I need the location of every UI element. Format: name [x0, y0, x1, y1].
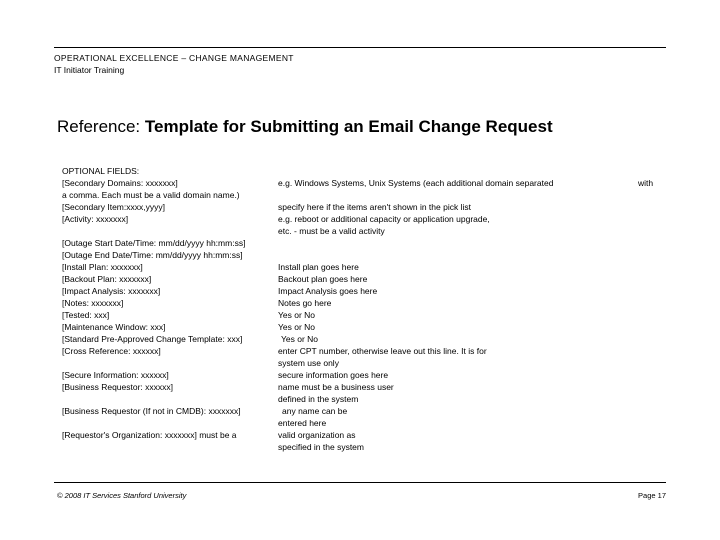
- field-description: Yes or No: [278, 322, 316, 332]
- optional-fields-heading: OPTIONAL FIELDS:: [62, 166, 140, 176]
- template-row: [62, 393, 666, 405]
- field-description: enter CPT number, otherwise leave out this line. It is for: [278, 346, 487, 356]
- template-row: [62, 261, 666, 273]
- template-row: [62, 405, 666, 417]
- field-label: [Activity: xxxxxxx]: [62, 214, 129, 224]
- field-label: [Business Requestor (If not in CMDB): xxxxxxx]: [62, 406, 241, 416]
- title-main: Template for Submitting an Email Change Request: [144, 117, 553, 136]
- template-row: [62, 273, 666, 285]
- field-description: any name can be: [282, 406, 348, 416]
- title-prefix: Reference:: [57, 117, 145, 136]
- field-description: valid organization as: [278, 430, 356, 440]
- field-description: entered here: [278, 418, 327, 428]
- field-label: [Install Plan: xxxxxxx]: [62, 262, 143, 272]
- header-rule: [54, 47, 666, 48]
- template-row: [62, 177, 666, 189]
- template-row: [62, 309, 666, 321]
- field-label: a comma. Each must be a valid domain name.): [62, 190, 240, 200]
- template-row: [62, 297, 666, 309]
- template-row: [62, 189, 666, 201]
- field-label: [Outage Start Date/Time: mm/dd/yyyy hh:mm:ss]: [62, 238, 246, 248]
- field-label: [Impact Analysis: xxxxxxx]: [62, 286, 161, 296]
- field-description: with: [638, 178, 654, 188]
- field-label: [Cross Reference: xxxxxx]: [62, 346, 161, 356]
- template-row: [62, 357, 666, 369]
- field-description: specify here if the items aren't shown in the pick list: [278, 202, 471, 212]
- field-label: [Requestor's Organization: xxxxxxx] must be a: [62, 430, 237, 440]
- field-label: [Maintenance Window: xxx]: [62, 322, 166, 332]
- field-label: [Business Requestor: xxxxxx]: [62, 382, 174, 392]
- field-label: [Backout Plan: xxxxxxx]: [62, 274, 152, 284]
- template-row: [62, 345, 666, 357]
- field-description: Yes or No: [281, 334, 319, 344]
- header-subtitle: IT Initiator Training: [54, 65, 125, 75]
- field-label: [Notes: xxxxxxx]: [62, 298, 124, 308]
- field-description: e.g. reboot or additional capacity or application upgrade,: [278, 214, 490, 224]
- template-row: [62, 285, 666, 297]
- page-title: [57, 117, 553, 137]
- template-row: [62, 165, 666, 177]
- field-label: [Outage End Date/Time: mm/dd/yyyy hh:mm:ss]: [62, 250, 243, 260]
- footer-rule: [54, 482, 666, 483]
- template-row: [62, 369, 666, 381]
- field-description: Backout plan goes here: [278, 274, 368, 284]
- template-row: [62, 249, 666, 261]
- template-row: [62, 321, 666, 333]
- field-description: etc. - must be a valid activity: [278, 226, 385, 236]
- template-row: [62, 429, 666, 441]
- template-row: [62, 213, 666, 225]
- header-title: OPERATIONAL EXCELLENCE – CHANGE MANAGEMENT: [54, 53, 294, 63]
- field-description: defined in the system: [278, 394, 359, 404]
- template-row: [62, 417, 666, 429]
- field-description: Impact Analysis goes here: [278, 286, 378, 296]
- footer-copyright: © 2008 IT Services Stanford University: [57, 491, 187, 500]
- field-label: [Tested: xxx]: [62, 310, 110, 320]
- field-description: specified in the system: [278, 442, 364, 452]
- template-row: [62, 441, 666, 453]
- field-description: name must be a business user: [278, 382, 394, 392]
- field-description: e.g. Windows Systems, Unix Systems (each additional domain separated: [278, 178, 554, 188]
- field-description: Install plan goes here: [278, 262, 359, 272]
- template-row: [62, 333, 666, 345]
- template-body: [62, 165, 666, 453]
- field-label: [Secondary Domains: xxxxxxx]: [62, 178, 178, 188]
- field-description: Yes or No: [278, 310, 316, 320]
- field-label: [Secondary Item:xxxx,yyyy]: [62, 202, 165, 212]
- template-row: [62, 237, 666, 249]
- field-label: [Secure Information: xxxxxx]: [62, 370, 169, 380]
- template-row: [62, 201, 666, 213]
- template-row: [62, 381, 666, 393]
- field-label: [Standard Pre-Approved Change Template: xxx]: [62, 334, 243, 344]
- field-description: system use only: [278, 358, 339, 368]
- page-number: Page 17: [638, 491, 666, 500]
- field-description: Notes go here: [278, 298, 332, 308]
- field-description: secure information goes here: [278, 370, 389, 380]
- template-row: [62, 225, 666, 237]
